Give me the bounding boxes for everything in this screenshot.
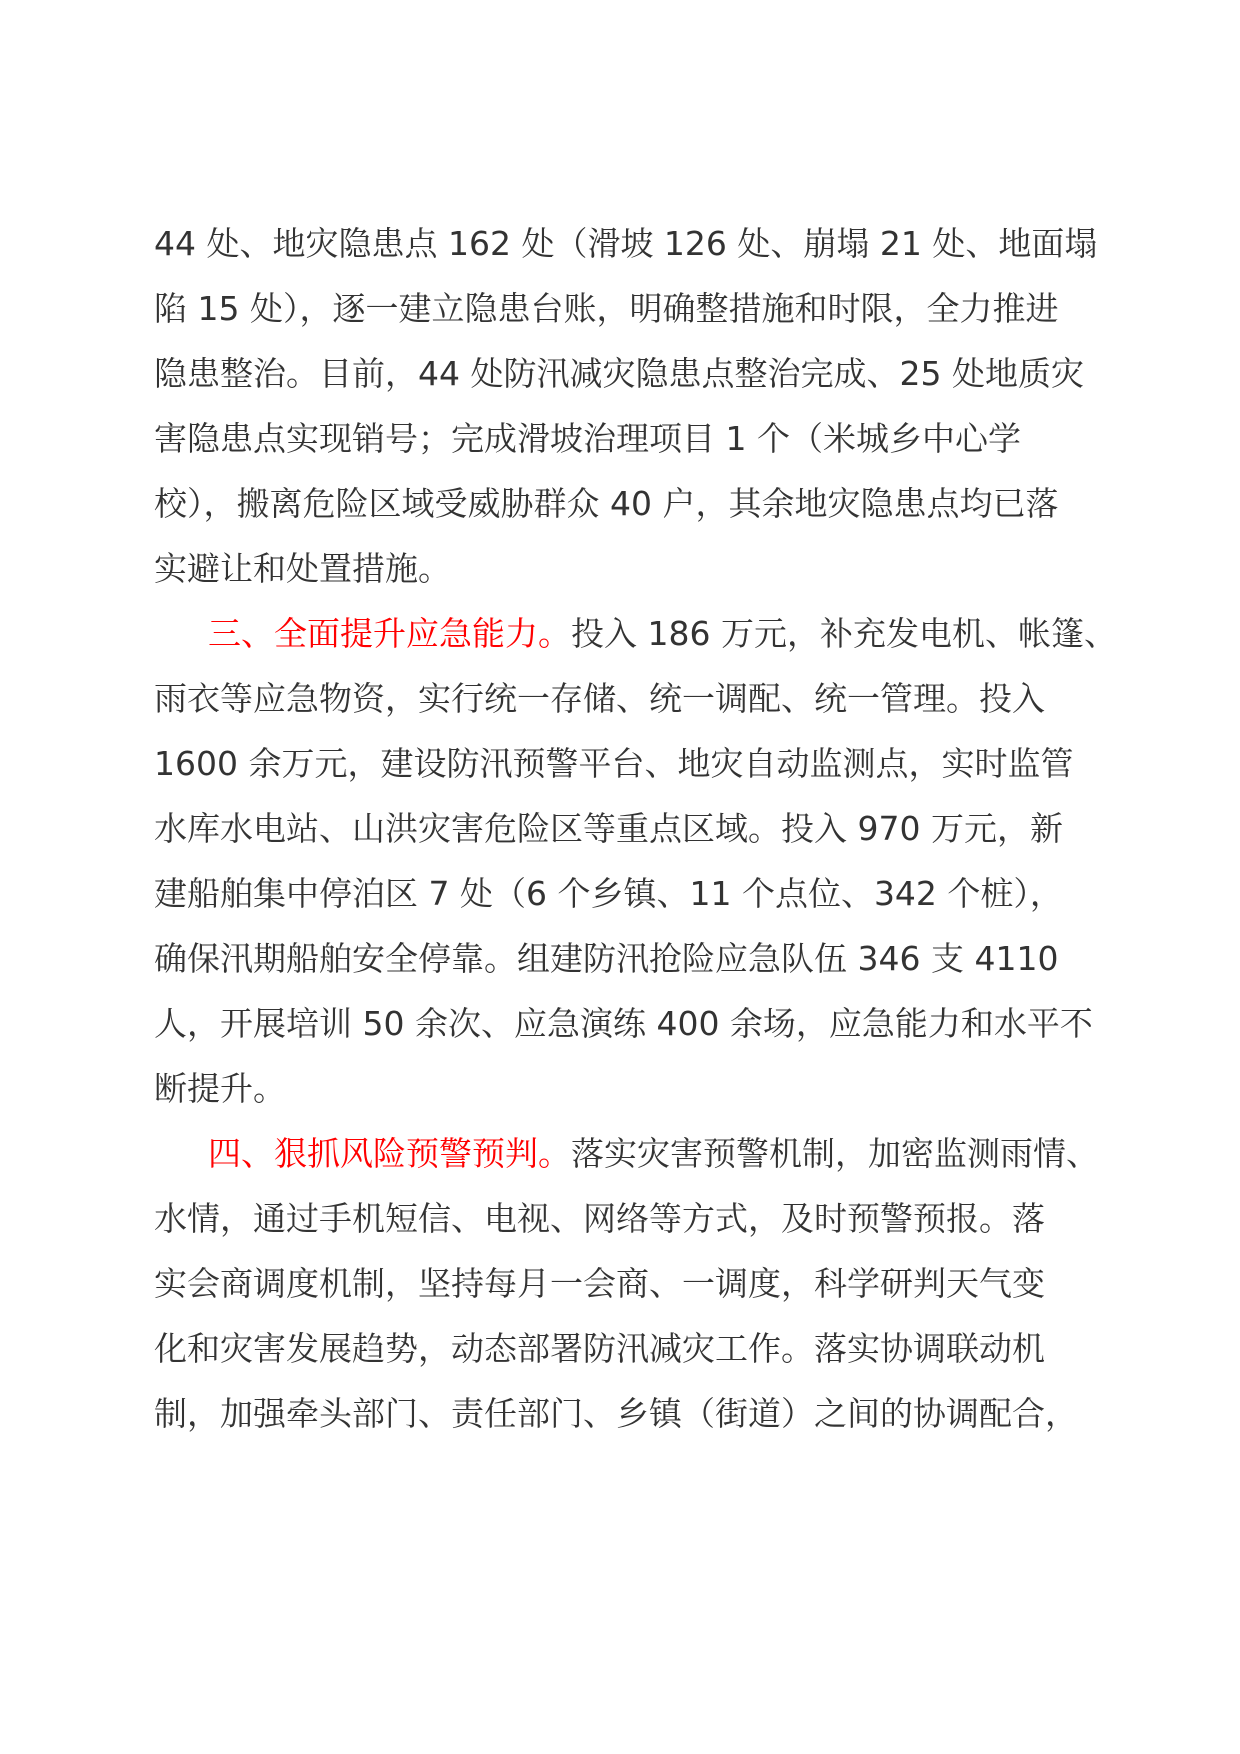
paragraph-2-first-line (154, 601, 1117, 666)
paragraph-3-first-line (154, 1121, 1098, 1186)
section-heading-4: 四、狠抓风险预警预判。 (208, 1134, 571, 1173)
paragraph-3-line-2: 水情，通过手机短信、电视、网络等方式，及时预警预报。落 (154, 1199, 1045, 1238)
paragraph-2-line-4: 水库水电站、山洪灾害危险区等重点区域。投入 970 万元，新 (154, 809, 1063, 848)
paragraph-3-line-4: 化和灾害发展趋势，动态部署防汛减灾工作。落实协调联动机 (154, 1329, 1045, 1368)
paragraph-3-line-5: 制，加强牵头部门、责任部门、乡镇（街道）之间的协调配合， (154, 1394, 1078, 1433)
paragraph-2-line-8: 断提升。 (154, 1069, 286, 1108)
paragraph-2-line-3: 1600 余万元，建设防汛预警平台、地灾自动监测点，实时监管 (154, 744, 1074, 783)
paragraph-2-line-5: 建船舶集中停泊区 7 处（6 个乡镇、11 个点位、342 个桩）， (154, 874, 1063, 913)
section-heading-3: 三、全面提升应急能力。 (208, 614, 571, 653)
paragraph-1-line-4: 害隐患点实现销号；完成滑坡治理项目 1 个（米城乡中心学 (154, 419, 1021, 458)
paragraph-1-line-6: 实避让和处置措施。 (154, 549, 451, 588)
paragraph-2-line-6: 确保汛期船舶安全停靠。组建防汛抢险应急队伍 346 支 4110 (154, 939, 1059, 978)
paragraph-2-line-7: 人，开展培训 50 余次、应急演练 400 余场，应急能力和水平不 (154, 1004, 1093, 1043)
paragraph-1-line-1: 44 处、地灾隐患点 162 处（滑坡 126 处、崩塌 21 处、地面塌 (154, 224, 1098, 263)
paragraph-2-line-2: 雨衣等应急物资，实行统一存储、统一调配、统一管理。投入 (154, 679, 1045, 718)
paragraph-3-line-3: 实会商调度机制，坚持每月一会商、一调度，科学研判天气变 (154, 1264, 1045, 1303)
paragraph-2-first-line-text: 投入 186 万元，补充发电机、帐篷、 (571, 614, 1117, 653)
paragraph-1-line-2: 陷 15 处），逐一建立隐患台账，明确整措施和时限，全力推进 (154, 289, 1059, 328)
paragraph-1-line-3: 隐患整治。目前，44 处防汛减灾隐患点整治完成、25 处地质灾 (154, 354, 1084, 393)
paragraph-3-first-line-text: 落实灾害预警机制，加密监测雨情、 (571, 1134, 1099, 1173)
document-body (154, 211, 1117, 1446)
paragraph-1-line-5: 校），搬离危险区域受威胁群众 40 户，其余地灾隐患点均已落 (154, 484, 1059, 523)
